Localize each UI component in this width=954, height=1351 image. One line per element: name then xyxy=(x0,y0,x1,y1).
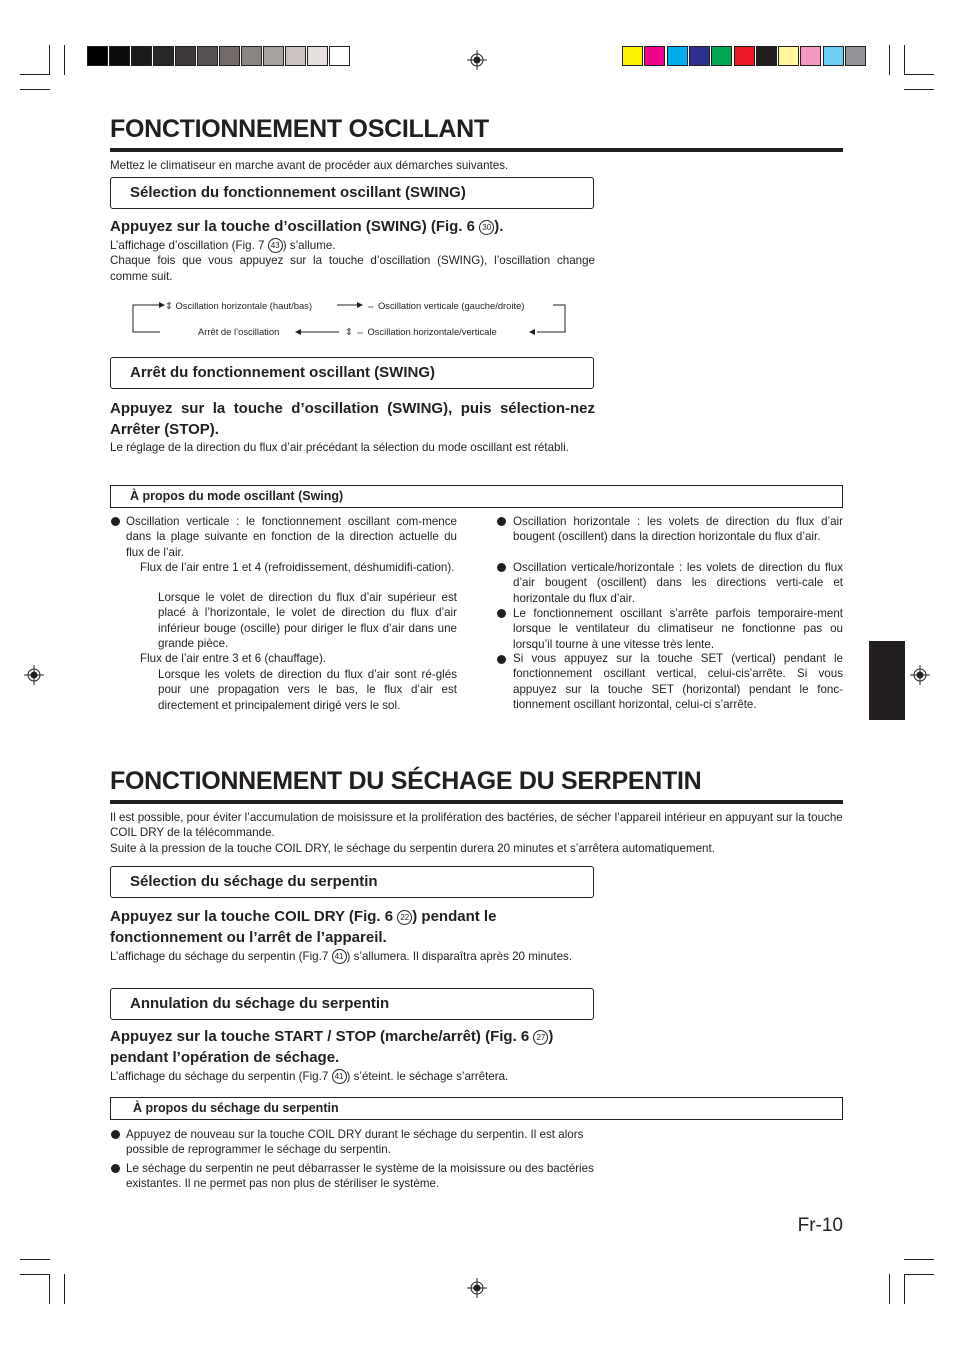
gray-swatch xyxy=(285,46,306,66)
list-item: Appuyez de nouveau sur la touche COIL DRY durant le séchage du serpentin. Il est alors possible de reprogrammer le séchage du serpentin. xyxy=(126,1128,584,1157)
intro-text: Il est possible, pour éviter l’accumulation de moisissure et la prolifération des bactéries, de sécher l’appareil intérieur en appuyant sur la touche COIL DRY de la télécommande. Suite à la pression de la touche COIL DRY, le séchage du serpentin durera 20 minutes et s’arrêtera automatiquement. xyxy=(110,811,843,855)
gray-swatch xyxy=(131,46,152,66)
crop-mark xyxy=(20,1274,50,1275)
crop-mark xyxy=(20,89,50,90)
figure-number: 41 xyxy=(332,1069,347,1084)
list-item: Le fonctionnement oscillant s’arrête parfois temporaire-ment lorsque le ventilateur du climatiseur ne fonctionne pas ou lorsqu’il tourne à une vitesse très lente. xyxy=(513,607,843,651)
figure-number: 43 xyxy=(268,238,283,253)
color-swatch xyxy=(689,46,710,66)
list-item: Lorsque les volets de direction du flux d’air sont ré-glés pour une propagation vers le bas, le flux d’air est directement et principalement dirigé vers le sol. xyxy=(158,668,457,712)
crop-mark xyxy=(20,1259,50,1260)
crop-mark xyxy=(64,1274,65,1304)
crop-mark xyxy=(904,89,934,90)
bullet-icon xyxy=(111,1164,120,1173)
registration-mark-icon xyxy=(467,50,487,70)
swing-mode-off: Arrêt de l’oscillation xyxy=(198,326,280,337)
swing-mode-both: ⇕ ⇔ Oscillation horizontale/verticale xyxy=(345,326,497,337)
about-header: À propos du mode oscillant (Swing) xyxy=(110,485,843,508)
bullet-icon xyxy=(497,517,506,526)
section-title: FONCTIONNEMENT OSCILLANT xyxy=(110,115,489,143)
figure-number: 22 xyxy=(397,910,412,925)
page-number: Fr-10 xyxy=(797,1215,843,1236)
figure-number: 27 xyxy=(533,1030,548,1045)
step-heading: Appuyez sur la touche START / STOP (marche/arrêt) (Fig. 6 27 ) pendant l’opération de séchage. xyxy=(110,1028,554,1066)
gray-swatch xyxy=(307,46,328,66)
crop-mark xyxy=(20,74,50,75)
registration-mark-icon xyxy=(24,665,44,685)
color-swatch xyxy=(845,46,866,66)
gray-swatch xyxy=(241,46,262,66)
step-heading: Appuyez sur la touche d’oscillation (SWING) (Fig. 6 30 ). xyxy=(110,218,504,235)
list-item: Flux de l’air entre 3 et 6 (chauffage). xyxy=(140,652,327,665)
color-swatch xyxy=(622,46,643,66)
crop-mark xyxy=(904,74,934,75)
gray-swatch xyxy=(219,46,240,66)
step-heading: Appuyez sur la touche COIL DRY (Fig. 6 22 ) pendant le fonctionnement ou l’arrêt de l’appareil. xyxy=(110,908,497,946)
bullet-icon xyxy=(111,517,120,526)
list-item: Le séchage du serpentin ne peut débarrasser le système de la moisissure ou des bactéries existantes. Il ne permet pas non plus de stériliser le système. xyxy=(126,1162,594,1191)
bullet-icon xyxy=(111,1130,120,1139)
list-item: Lorsque le volet de direction du flux d’air supérieur est placé à l’horizontale, le volet de direction du flux d’air inférieur bouge (oscille) pour diriger le flux d’air dans une grande pièce. xyxy=(158,591,457,651)
gray-swatch xyxy=(329,46,350,66)
about-header: À propos du séchage du serpentin xyxy=(110,1097,843,1120)
gray-swatch xyxy=(109,46,130,66)
crop-mark xyxy=(889,45,890,75)
step-text: L’affichage du séchage du serpentin (Fig.7 41 ) s’allumera. Il disparaîtra après 20 minutes. xyxy=(110,950,573,963)
section-title: FONCTIONNEMENT DU SÉCHAGE DU SERPENTIN xyxy=(110,767,702,795)
list-item: Si vous appuyez sur la touche SET (vertical) pendant le fonctionnement oscillant vertical, celui-cis’arrête. Si vous appuyez sur la touche SET (horizontal) pendant le fonc-tionnement oscillant horizontal, celui-ci s’arrête. xyxy=(513,652,843,712)
step-text: L’affichage d’oscillation (Fig. 7 43 ) s’allume. Chaque fois que vous appuyez sur la touche d’oscillation (SWING), l’oscillation change comme suit. xyxy=(110,239,595,283)
section-tab xyxy=(869,641,905,720)
title-rule xyxy=(110,148,843,152)
gray-swatch xyxy=(87,46,108,66)
figure-number: 30 xyxy=(479,220,494,235)
crop-mark xyxy=(904,45,905,75)
color-swatch xyxy=(734,46,755,66)
intro-text: Mettez le climatiseur en marche avant de procéder aux démarches suivantes. xyxy=(110,159,509,172)
swing-mode-horizontal: ⇕ Oscillation horizontale (haut/bas) xyxy=(165,300,312,311)
registration-mark-icon xyxy=(467,1278,487,1298)
color-swatch xyxy=(644,46,665,66)
gray-swatch xyxy=(263,46,284,66)
step-text: Le réglage de la direction du flux d’air précédant la sélection du mode oscillant est rétabli. xyxy=(110,441,569,454)
subsection-header: Sélection du séchage du serpentin xyxy=(110,866,594,898)
crop-mark xyxy=(904,1274,905,1304)
list-item: Flux de l’air entre 1 et 4 (refroidissement, déshumidifi-cation). xyxy=(140,561,455,574)
step-heading: Appuyez sur la touche d’oscillation (SWING), puis sélection-nez Arrêter (STOP). xyxy=(110,400,595,438)
color-swatch xyxy=(823,46,844,66)
color-swatch xyxy=(778,46,799,66)
subsection-header: Arrêt du fonctionnement oscillant (SWING) xyxy=(110,357,594,389)
bullet-icon xyxy=(497,655,506,664)
color-swatch xyxy=(756,46,777,66)
registration-mark-icon xyxy=(910,665,930,685)
crop-mark xyxy=(889,1274,890,1304)
color-swatch xyxy=(800,46,821,66)
list-item: Oscillation horizontale : les volets de direction du flux d’air bougent (oscillent) dans la direction horizontale du flux d’air. xyxy=(513,515,843,544)
title-rule xyxy=(110,800,843,804)
crop-mark xyxy=(904,1259,934,1260)
list-item: Oscillation verticale : le fonctionnement oscillant com-mence dans la plage suivante en fonction de la direction actuelle du flux de l’air. xyxy=(126,515,457,559)
crop-mark xyxy=(49,1274,50,1304)
gray-swatch xyxy=(175,46,196,66)
list-item: Oscillation verticale/horizontale : les volets de direction du flux d’air bougent (oscillent) dans les directions verti-cale et horizontale du flux d’air. xyxy=(513,561,843,605)
figure-number: 41 xyxy=(332,949,347,964)
bullet-icon xyxy=(497,563,506,572)
gray-swatch xyxy=(197,46,218,66)
crop-mark xyxy=(49,45,50,75)
gray-swatch xyxy=(153,46,174,66)
bullet-icon xyxy=(497,609,506,618)
color-swatch xyxy=(667,46,688,66)
crop-mark xyxy=(904,1274,934,1275)
subsection-header: Annulation du séchage du serpentin xyxy=(110,988,594,1020)
step-text: L’affichage du séchage du serpentin (Fig.7 41 ) s’éteint. le séchage s’arrêtera. xyxy=(110,1070,509,1083)
crop-mark xyxy=(64,45,65,75)
color-swatch xyxy=(711,46,732,66)
swing-mode-vertical: ⇔ Oscillation verticale (gauche/droite) xyxy=(366,300,525,311)
subsection-header: Sélection du fonctionnement oscillant (SWING) xyxy=(110,177,594,209)
